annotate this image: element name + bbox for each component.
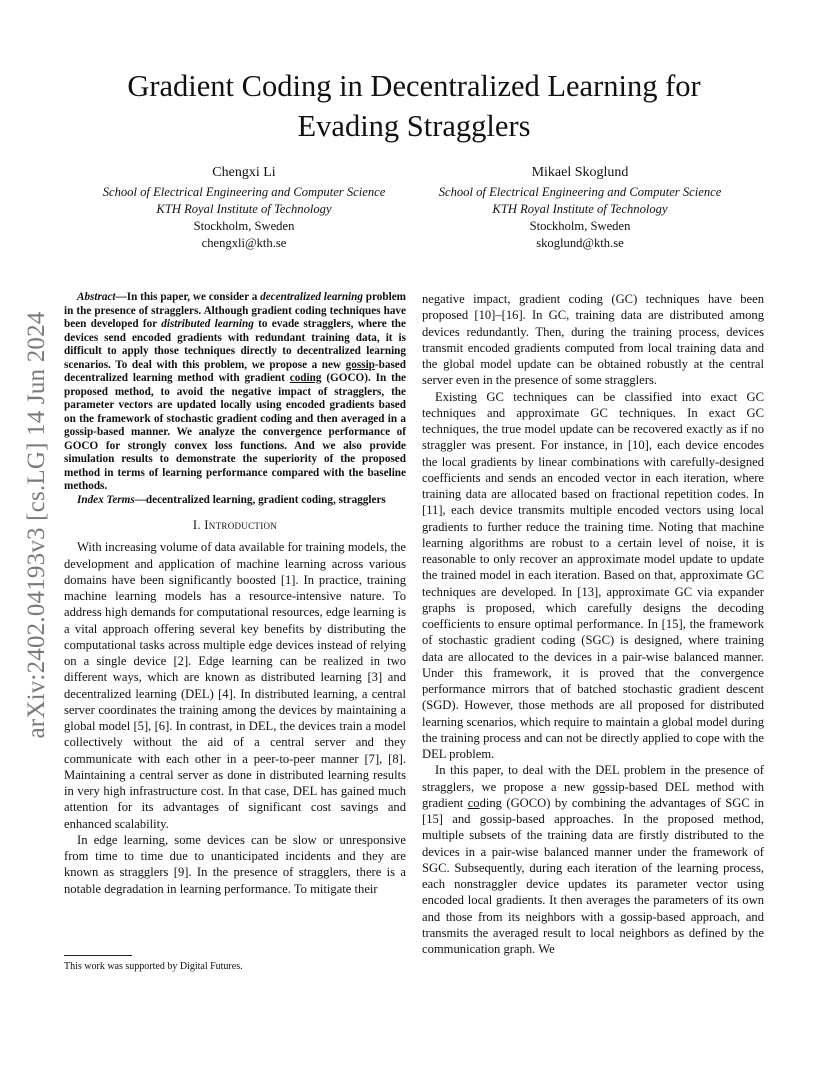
paper-title-line-2: Evading Stragglers [297,109,531,143]
body-underline: go [592,779,606,794]
abstract-underline: gossip [345,358,375,371]
abstract-label: Abstract [77,291,116,303]
body-paragraph: In edge learning, some devices can be slow or unresponsive from time to time due to unanticipated incidents and they are known as stragglers [9]. In the presence of stragglers, there is a notable degradation in learning performance. To mitigate their [64,832,406,896]
arxiv-identifier-stamp [22,290,52,760]
body-paragraph-continued: negative impact, gradient coding (GC) techniques have been proposed [10]–[16]. In GC, training data are distributed among devices redundantly. Then, during the training process, devices transmit encoded gradients computed from local training data and the global model update can be obtained robustly at the central server even in the presence of some stragglers. [422,292,764,388]
index-terms [64,494,406,508]
abstract-dash: — [115,291,127,303]
index-terms-dash: — [134,493,146,506]
abstract [64,291,406,494]
right-column [422,291,764,957]
author-location: Stockholm, Sweden [193,219,295,233]
author-institute: KTH Royal Institute of Technology [156,202,332,216]
abstract-text: In this paper, we consider a [126,291,261,303]
body-paragraph: With increasing volume of data available for training models, the development and application of machine learning across various domains have been significantly boosted [1]. In practice, training machine learning models has a resource-intensive nature. To address high demands for computational resources, edge learning is a vital approach offering several key benefits by distributing the computational tasks across multiple edge devices instead of relying on a single device [2]. Edge learning can be realized in two different ways, which are known as distributed learning [3] and decentralized learning (DEL) [4]. In distributed learning, a central server coordinates the training among the devices by maintaining a global model [5], [6]. In contrast, in DEL, the devices train a model collectively without the aid of a central server and they communicate with each other in a peer-to-peer manner [7], [8]. Maintaining a central server as done in distributed learning results in very high infrastructure cost. In that case, DEL has gained much attention for its advantages of significant cost savings and enhanced scalability. [64,540,406,831]
body-text: ssip-based DEL method with gradient [422,779,764,810]
abstract-text: problem in the presence of stragglers. Although gradient coding techniques have been developed for [64,291,406,330]
author-name: Chengxi Li [212,165,276,180]
footnote-divider [64,955,132,956]
abstract-emphasis: distributed learning [161,318,254,330]
author-location: Stockholm, Sweden [529,219,631,233]
arxiv-identifier-text: arXiv:2402.04193v3 [cs.LG] 14 Jun 2024 [23,311,50,739]
body-underline: co [467,795,480,810]
abstract-emphasis: decentralized learning [260,291,363,303]
index-terms-label: Index Terms [77,493,135,506]
body-paragraph: Existing GC techniques can be classified into exact GC techniques and approximate GC techniques. In exact GC techniques, the true model update can be recovered exactly as if no straggler was present. For instance, in [10], each device encodes the local gradients by linear combinations with carefully-designed coefficients and sends an encoded vector in each iteration, where training data are allocated based on fractional repetition codes. In [11], each device transmits multiple encoded vectors using local gradients to further reduce the training time. Noting that machine learning algorithms are robust to a certain level of noise, it is reasonable to only recover an approximate model update to update the trained model in each iteration. Based on that, approximate GC techniques are developed. In [13], approximate GC via expander graphs is proposed, which carefully designs the decoding coefficients to ensure optimal performance. In [15], the framework of stochastic gradient coding (SGC) is designed, where training data are allocated to the devices in a pair-wise balanced manner. Under this framework, it is proved that the convergence performance mirrors that of batched stochastic gradient descent (SGD). However, those methods are all proposed for distributed learning scenarios, which require to maintain a global model during the training process and can not be directly applied to cope with the DEL problem. [422,389,764,761]
paper-title-line-1: Gradient Coding in Decentralized Learning for [127,69,701,103]
author-email: chengxli@kth.se [201,236,287,250]
abstract-text: -based decentralized learning method with gradient [64,358,406,384]
section-heading-introduction: I. Introduction [192,518,278,532]
footnote: This work was supported by Digital Futures. [64,961,243,972]
body-paragraph [422,762,764,957]
author-block-1 [74,164,414,252]
index-terms-text: decentralized learning, gradient coding, stragglers [145,493,386,506]
body-text: In this paper, to deal with the DEL problem in the presence of stragglers, we propose a new [422,763,764,794]
author-email: skoglund@kth.se [536,236,624,250]
body-text: ding (GOCO) by combining the advantages of SGC in [15] and gossip-based approaches. In the proposed method, multiple subsets of the training data are firstly distributed to the devices in a pair-wise balanced manner under the framework of SGC. Subsequently, during each iteration of the learning process, each nonstraggler device updates its parameter vector using encoded local gradients. It then averages the parameters of its own and those from its neighbors with a gossip-based approach, and transmits the averaged result to local neighbors as defined by the communication graph. We [422,795,764,956]
author-affiliation: School of Electrical Engineering and Computer Science [438,185,722,199]
paper-title [60,66,768,146]
author-block-2 [410,164,750,252]
author-affiliation: School of Electrical Engineering and Computer Science [102,185,386,199]
abstract-text: to evade stragglers, where the devices send encoded gradients with redundant training data, it is difficult to apply those techniques directly to decentralized learning scenarios. To deal with this problem, we propose a new [64,318,406,371]
left-column [64,291,406,897]
author-institute: KTH Royal Institute of Technology [492,202,668,216]
abstract-underline: coding [289,372,322,384]
abstract-text: (GOCO). In the proposed method, to avoid the negative impact of stragglers, the parameter vectors are updated locally using encoded gradients based on the framework of stochastic gradient coding and then averaged in a gossip-based manner. We analyze the convergence performance of GOCO for strongly convex loss functions. And we also provide simulation results to demonstrate the superiority of the proposed method in terms of learning performance compared with the baseline methods. [64,372,406,492]
author-name: Mikael Skoglund [531,165,629,180]
